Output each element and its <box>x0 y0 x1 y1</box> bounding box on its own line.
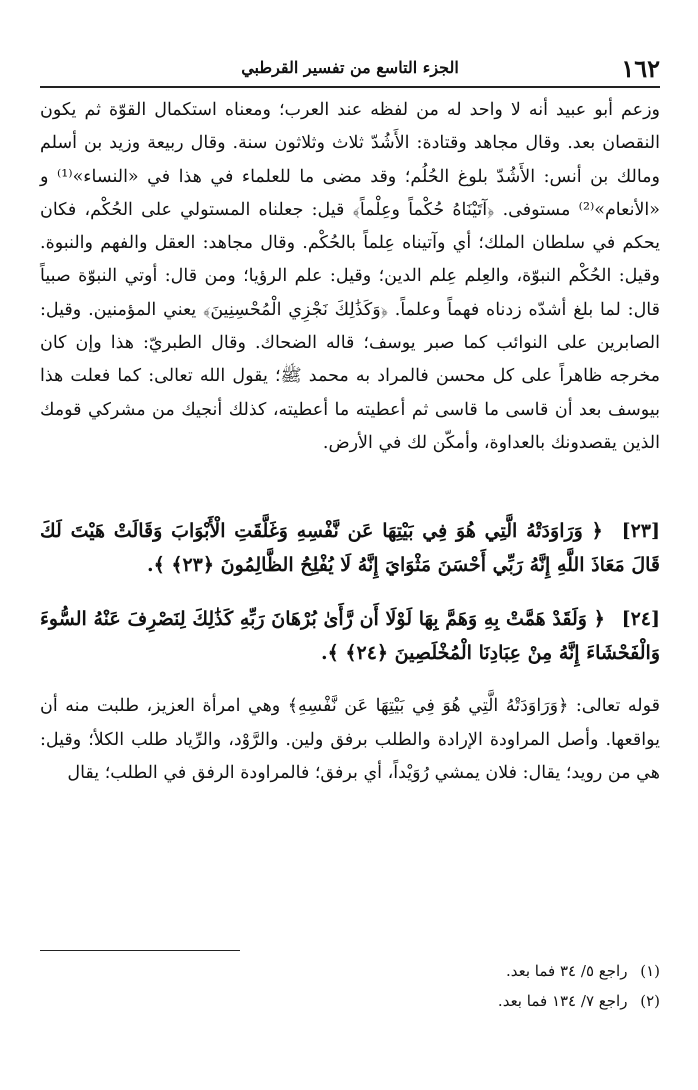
footnote-divider <box>40 950 240 951</box>
verse-number: [٢٤] <box>621 608 660 631</box>
verse-text: ﴿ وَلَقَدْ هَمَّتْ بِهِ وَهَمَّ بِهَا لَوْلَا أَن رَّأَىٰ بُرْهَانَ رَبِّهِ كَذَٰلِكَ لِنَصْرِفَ عَنْهُ السُّوءَ وَالْفَحْشَاءَ إِنَّهُ مِنْ عِبَادِنَا الْمُخْلَصِينَ ﴿٢٤﴾ ﴾. <box>40 608 660 665</box>
verse-23 <box>40 514 660 582</box>
footnote-text: راجع ٥/ ٣٤ فما بعد. <box>505 962 628 980</box>
commentary-paragraph: قوله تعالى: ﴿وَرَاوَدَتْهُ الَّتِي هُوَ فِي بَيْتِهَا عَن نَّفْسِهِ﴾ وهي امرأة العزيز، طلبت منه أن يواقعها. وأصل المراودة الإرادة والطلب برفق ولين. والرَّوْد، والرِّياد طلب الكلأ؛ وقيل: هي من رويد؛ يقال: فلان يمشي رُوَيْداً، أي برفق؛ فالمراودة الرفق في الطلب؛ يقال <box>40 696 660 783</box>
footnote-item <box>80 986 660 1016</box>
footnote-number: (٢) <box>640 992 660 1010</box>
verse-24 <box>40 602 660 670</box>
verse-number: [٢٣] <box>621 520 660 543</box>
footnote-text: راجع ٧/ ١٣٤ فما بعد. <box>497 992 628 1010</box>
verse-block <box>40 514 660 670</box>
book-page <box>40 50 660 808</box>
running-title: الجزء التاسع من تفسير القرطبي <box>241 58 459 77</box>
footnote-item <box>80 956 660 986</box>
page-header <box>40 50 660 88</box>
verse-text: ﴿ وَرَاوَدَتْهُ الَّتِي هُوَ فِي بَيْتِهَا عَن نَّفْسِهِ وَغَلَّقَتِ الْأَبْوَابَ وَقَالَتْ هَيْتَ لَكَ قَالَ مَعَاذَ اللَّهِ إِنَّهُ رَبِّي أَحْسَنَ مَثْوَايَ إِنَّهُ لَا يُفْلِحُ الظَّالِمُونَ ﴿٢٣﴾ ﴾. <box>40 520 660 577</box>
footnote-number: (١) <box>640 962 660 980</box>
body-paragraph: وزعم أبو عبيد أنه لا واحد له من لفظه عند العرب؛ ومعناه استكمال القوّة ثم يكون النقصان بعد. وقال مجاهد وقتادة: الأَشُدّ ثلاث وثلاثون سنة. وقال ربيعة وزيد بن أسلم ومالك بن أنس: الأَشُدّ بلوغ الحُلُم؛ وقد مضى ما للعلماء في هذا في «النساء»⁽¹⁾ و «الأنعام»⁽²⁾ مستوفى. ﴿آتَيْنَاهُ حُكْماً وعِلْماً﴾ قيل: جعلناه المستولي على الحُكْم، فكان يحكم في سلطان الملك؛ أي وآتيناه عِلماً بالحُكْم. وقال مجاهد: العقل والفهم والنبوة. وقيل: الحُكْم النبوّة، والعِلم عِلم الدين؛ وقيل: علم الرؤيا؛ ومن قال: أوتي النبوّة صبياً قال: لما بلغ أشدّه زدناه فهماً وعلماً. ﴿وَكَذَٰلِكَ نَجْزِي الْمُحْسِنِينَ﴾ يعني المؤمنين. وقيل: الصابرين على النوائب كما صبر يوسف؛ قاله الضحاك. وقال الطبريّ: هذا وإن كان مخرجه ظاهراً على كل محسن فالمراد به محمد ﷺ؛ يقول الله تعالى: كما فعلت هذا بيوسف بعد أن قاسى ما قاسى ثم أعطيته ما أعطيته، كذلك أنجيك من مشركي قومك الذين يقصدونك بالعداوة، وأمكّن لك في الأرض. <box>40 100 661 453</box>
page-number: ١٦٢ <box>621 54 660 83</box>
footnotes <box>80 956 660 1016</box>
